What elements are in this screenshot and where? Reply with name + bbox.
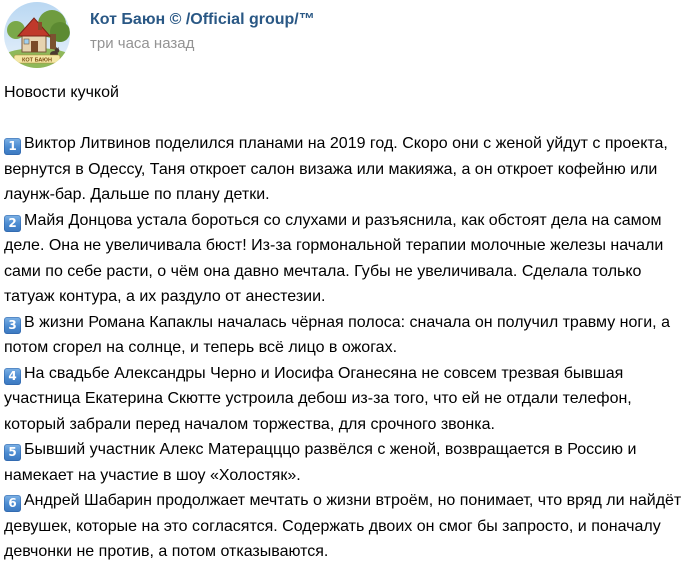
post-header xyxy=(0,0,699,74)
keycap-four-icon: 4 xyxy=(4,368,21,385)
author-link[interactable]: Кот Баюн © /Official group/™ xyxy=(90,11,315,28)
keycap-two-icon: 2 xyxy=(4,215,21,232)
news-item-2 xyxy=(4,208,694,310)
keycap-one-icon: 1 xyxy=(4,138,21,155)
keycap-three-icon: 3 xyxy=(4,317,21,334)
news-item-3 xyxy=(4,310,694,361)
news-item-text: Виктор Литвинов поделился планами на 2019 год. Скоро они с женой уйдут с проекта, вернутся в Одессу, Таня откроет салон визажа или макияжа, а он откроет кофейню или лаунж-бар. Дальше по плану детки. xyxy=(4,135,668,203)
news-item-5 xyxy=(4,437,694,488)
keycap-five-icon: 5 xyxy=(4,444,21,461)
news-list xyxy=(4,131,694,562)
news-item-text: В жизни Романа Капаклы началась чёрная полоса: сначала он получил травму ноги, а потом сгорел на солнце, и теперь всё лицо в ожогах. xyxy=(4,313,670,356)
keycap-six-icon: 6 xyxy=(4,495,21,512)
news-item-text: Майя Донцова устала бороться со слухами и разъяснила, как обстоят дела на самом деле. Она не увеличивала бюст! Из-за гормональной терапии молочные железы начали сами по себе расти, о чём она давно мечтала. Губы не увеличивала. Сделала только татуаж контура, а их раздуло от анестезии. xyxy=(4,211,664,305)
news-item-text: Бывший участник Алекс Матерацццо развёлся с женой, возвращается в Россию и намекает на участие в шоу «Холостяк». xyxy=(4,441,637,484)
post-heading: Новости кучкой xyxy=(4,84,119,101)
news-item-1 xyxy=(4,131,694,208)
news-item-text: Андрей Шабарин продолжает мечтать о жизни втроём, но понимает, что вряд ли найдёт девушек, которые на это согласятся. Содержать двоих он смог бы запросто, и поначалу девчонки не против, а потом отказываются. xyxy=(4,492,682,560)
news-item-4 xyxy=(4,361,694,438)
paragraph-spacer xyxy=(4,106,694,132)
avatar-logo-text: КОТ БАЮН xyxy=(22,57,52,64)
news-item-6 xyxy=(4,488,694,562)
avatar[interactable] xyxy=(4,2,70,68)
news-item-text: На свадьбе Александры Черно и Иосифа Оганесяна не совсем трезвая бывшая участница Екатерина Скютте устроила дебош из-за того, что ей не отдали телефон, который забрали перед началом торжества, для срочного звонка. xyxy=(4,364,632,433)
cat-cottage-logo-icon xyxy=(4,2,70,68)
post-body xyxy=(4,80,694,562)
post-time-link[interactable]: три часа назад xyxy=(90,35,195,52)
